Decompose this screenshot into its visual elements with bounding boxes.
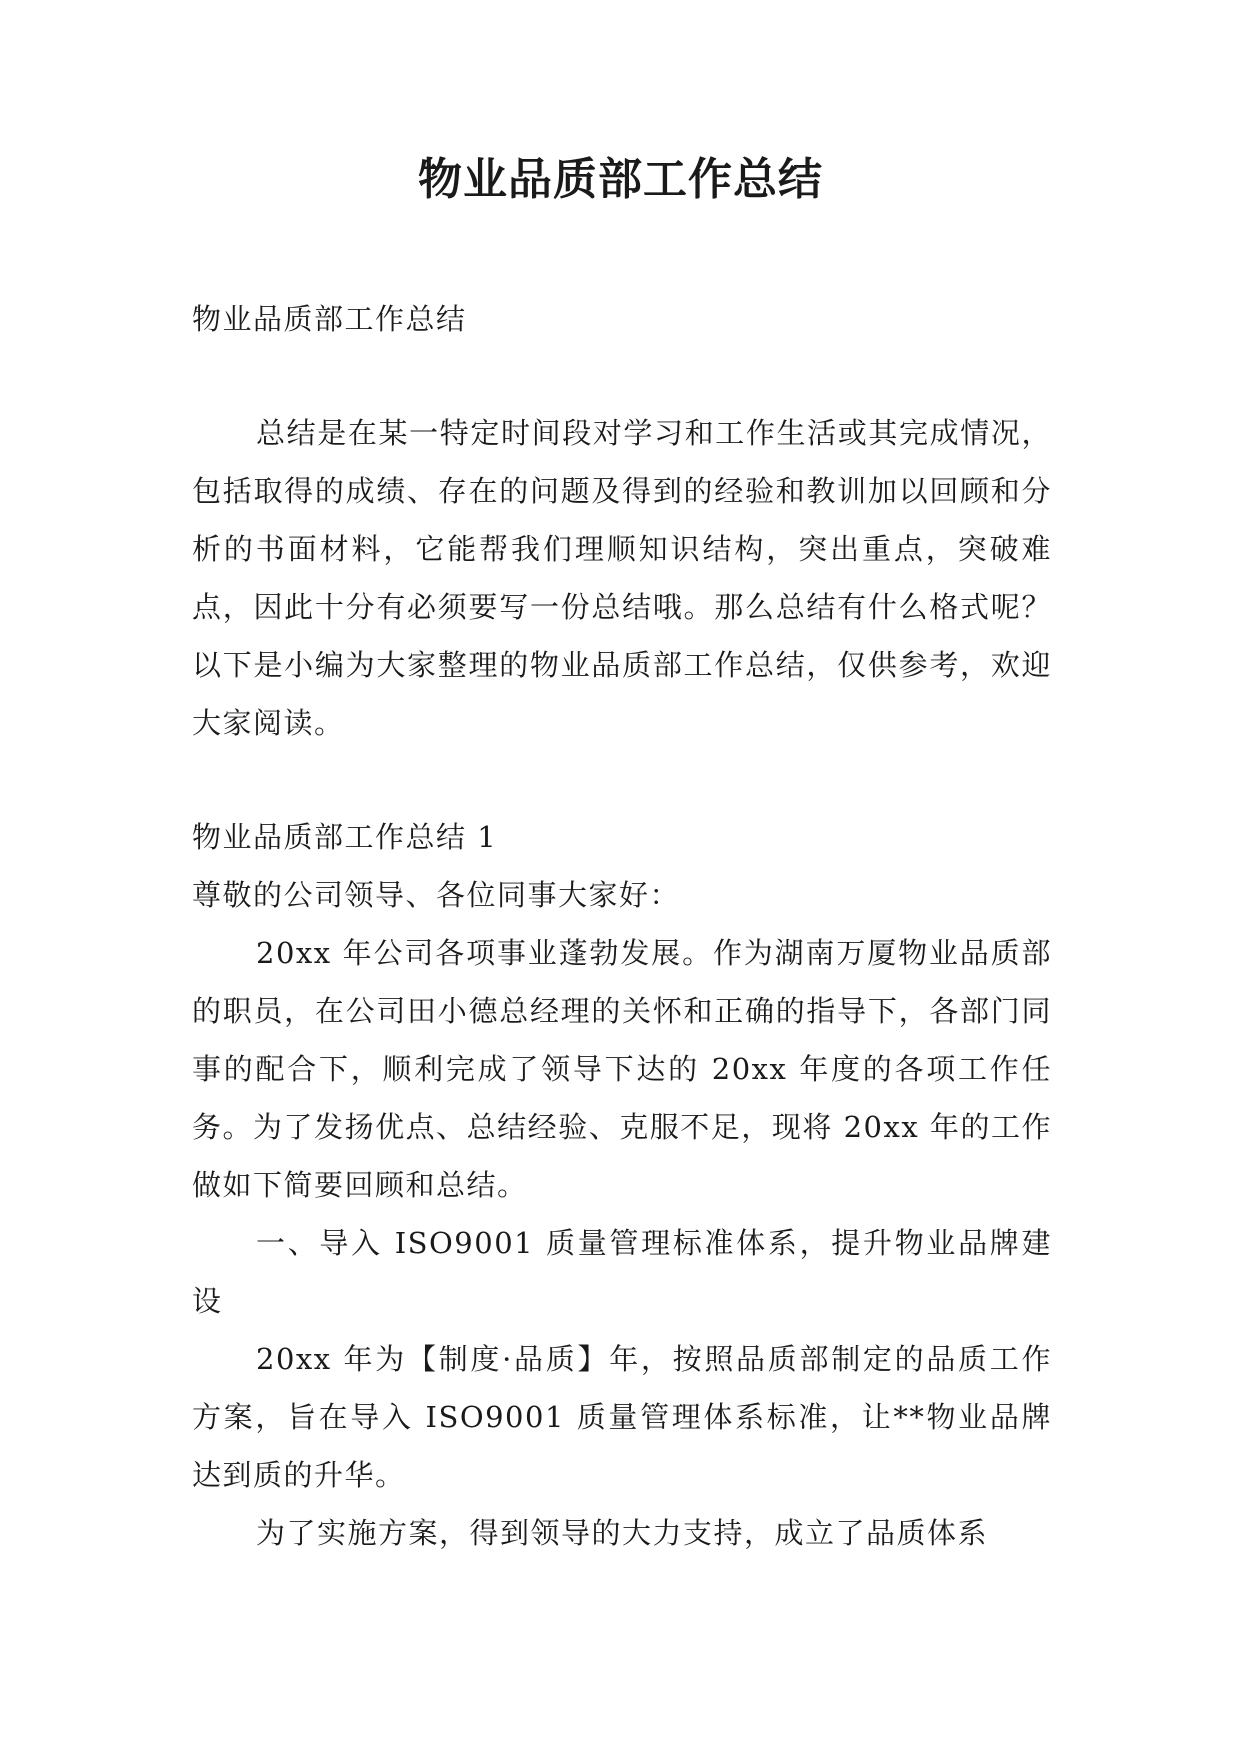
greeting-line: 尊敬的公司领导、各位同事大家好： — [192, 878, 681, 912]
point-heading-1: 一、导入 ISO9001 质量管理标准体系，提升物业品牌建设 — [192, 1226, 1052, 1318]
body-paragraph-2: 20xx 年为【制度·品质】年，按照品质部制定的品质工作方案，旨在导入 ISO9001 质量管理体系标准，让**物业品牌达到质的升华。 — [192, 1342, 1052, 1492]
spacer — [192, 348, 1052, 404]
section-heading: 物业品质部工作总结 1 — [192, 820, 498, 854]
body-paragraph-3: 为了实施方案，得到领导的大力支持，成立了品质体系 — [256, 1516, 989, 1550]
document-body — [192, 290, 1052, 1562]
body-paragraph-1: 20xx 年公司各项事业蓬勃发展。作为湖南万厦物业品质部的职员，在公司田小德总经理的关怀和正确的指导下，各部门同事的配合下，顺利完成了领导下达的 20xx 年度的各项工作任务。为了发扬优点、总结经验、克服不足，现将 20xx 年的工作做如下简要回顾和总结。 — [192, 936, 1052, 1202]
spacer — [192, 752, 1052, 808]
document-subtitle: 物业品质部工作总结 — [192, 302, 467, 336]
intro-paragraph: 总结是在某一特定时间段对学习和工作生活或其完成情况，包括取得的成绩、存在的问题及得到的经验和教训加以回顾和分析的书面材料，它能帮我们理顺知识结构，突出重点，突破难点，因此十分有必须要写一份总结哦。那么总结有什么格式呢？以下是小编为大家整理的物业品质部工作总结，仅供参考，欢迎大家阅读。 — [192, 416, 1052, 740]
document-title: 物业品质部工作总结 — [418, 154, 823, 205]
